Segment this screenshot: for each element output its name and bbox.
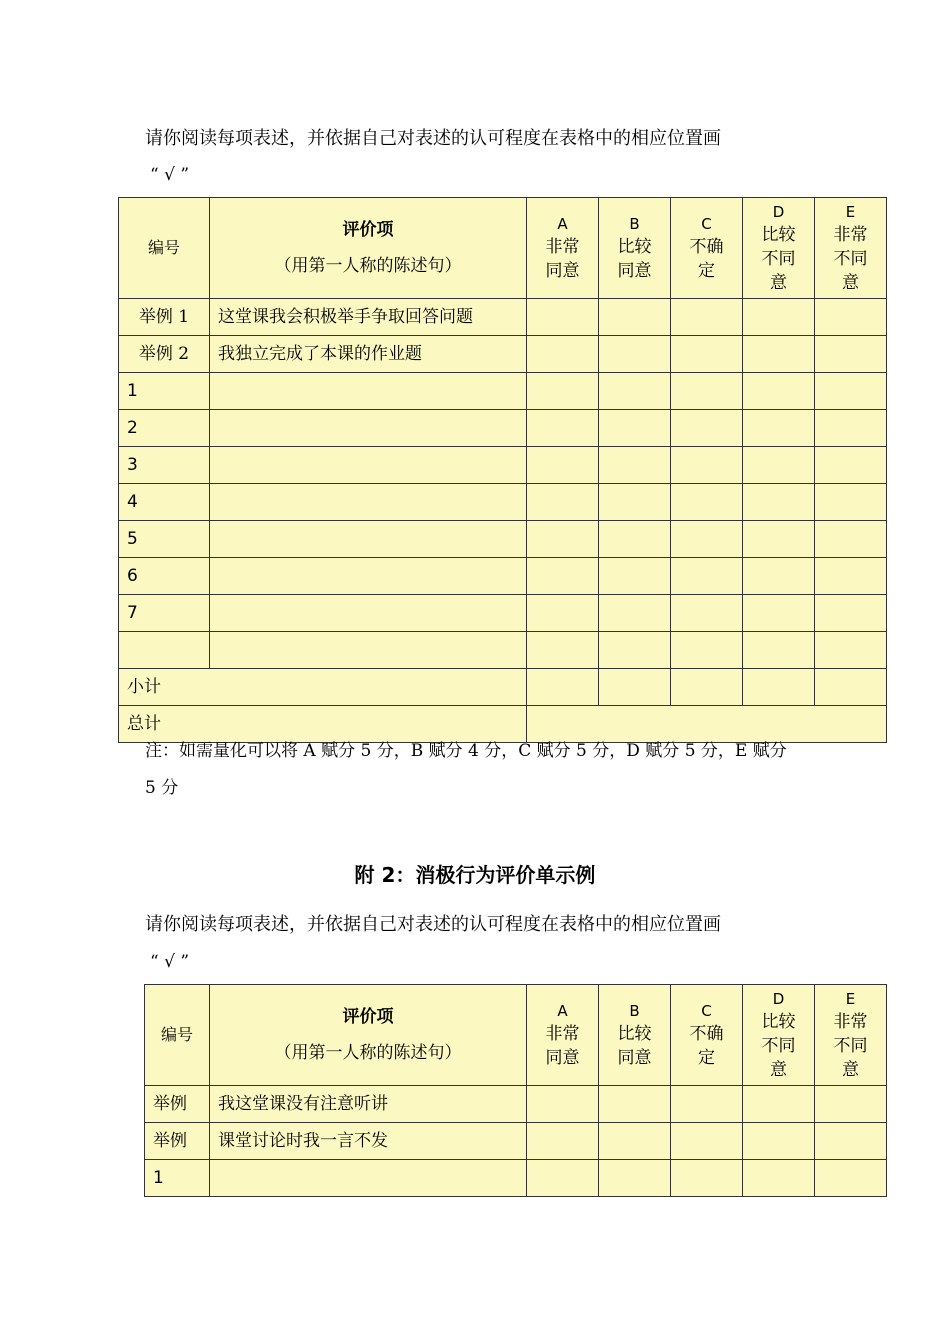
answer-cell-c[interactable] [671, 484, 743, 521]
answer-cell-c[interactable] [671, 595, 743, 632]
header-id: 编号 [145, 985, 210, 1086]
answer-cell-c[interactable] [671, 1086, 743, 1123]
row-item: 我独立完成了本课的作业题 [210, 336, 527, 373]
checkmark-quote: “ √ ” [150, 165, 190, 185]
answer-cell-e[interactable] [815, 447, 887, 484]
row-item: 这堂课我会积极举手争取回答问题 [210, 299, 527, 336]
header-choice-e: E 非常 不同 意 [815, 198, 887, 299]
header-choice-d: D 比较 不同 意 [743, 985, 815, 1086]
row-id: 7 [119, 595, 210, 632]
row-id: 4 [119, 484, 210, 521]
answer-cell-e[interactable] [815, 336, 887, 373]
table-row [145, 1086, 887, 1123]
answer-cell-d[interactable] [743, 447, 815, 484]
answer-cell-c[interactable] [671, 447, 743, 484]
answer-cell-d[interactable] [743, 1160, 815, 1197]
table-row [145, 1160, 887, 1197]
answer-cell-e[interactable] [815, 484, 887, 521]
row-item[interactable] [210, 447, 527, 484]
table-row [119, 410, 887, 447]
row-id: 2 [119, 410, 210, 447]
row-item[interactable] [210, 373, 527, 410]
answer-cell-b[interactable] [599, 299, 671, 336]
header-choice-a: A 非常 同意 [527, 985, 599, 1086]
table-row [119, 595, 887, 632]
answer-cell-a[interactable] [527, 1123, 599, 1160]
intro-text: 请你阅读每项表述，并依据自己对表述的认可程度在表格中的相应位置画 [145, 128, 721, 149]
answer-cell-c[interactable] [671, 373, 743, 410]
answer-cell-b[interactable] [599, 484, 671, 521]
answer-cell-a[interactable] [527, 595, 599, 632]
header-item: 评价项 （用第一人称的陈述句） [210, 198, 527, 299]
answer-cell-b[interactable] [599, 558, 671, 595]
answer-cell-c[interactable] [671, 299, 743, 336]
row-id: 举例 1 [119, 299, 210, 336]
subtotal-row [119, 669, 887, 706]
row-item[interactable] [210, 410, 527, 447]
answer-cell-a[interactable] [527, 336, 599, 373]
scoring-note: 注：如需量化可以将 A 赋分 5 分，B 赋分 4 分，C 赋分 5 分，D 赋分 5 分，E 赋分 [145, 741, 787, 761]
header-choice-a: A 非常 同意 [527, 198, 599, 299]
row-item[interactable] [210, 558, 527, 595]
table-row [119, 558, 887, 595]
row-id: 3 [119, 447, 210, 484]
row-id: 5 [119, 521, 210, 558]
subtotal-cell-e[interactable] [815, 669, 887, 706]
answer-cell-b[interactable] [599, 1123, 671, 1160]
table-row [119, 484, 887, 521]
answer-cell-a[interactable] [527, 484, 599, 521]
answer-cell-e[interactable] [815, 1086, 887, 1123]
answer-cell-c[interactable] [671, 632, 743, 669]
total-row [119, 706, 887, 743]
total-label: 总计 [119, 706, 527, 743]
row-item: 课堂讨论时我一言不发 [210, 1123, 527, 1160]
table-header-row [119, 198, 887, 299]
table-row [119, 521, 887, 558]
answer-cell-e[interactable] [815, 1160, 887, 1197]
row-item[interactable] [210, 484, 527, 521]
answer-cell-b[interactable] [599, 336, 671, 373]
table-row [119, 336, 887, 373]
answer-cell-a[interactable] [527, 447, 599, 484]
row-item: 我这堂课没有注意听讲 [210, 1086, 527, 1123]
row-id: 举例 [145, 1123, 210, 1160]
header-choice-b: B 比较 同意 [599, 985, 671, 1086]
header-item: 评价项 （用第一人称的陈述句） [210, 985, 527, 1086]
answer-cell-c[interactable] [671, 558, 743, 595]
subtotal-cell-d[interactable] [743, 669, 815, 706]
table-row [119, 299, 887, 336]
answer-cell-c[interactable] [671, 336, 743, 373]
answer-cell-a[interactable] [527, 632, 599, 669]
answer-cell-c[interactable] [671, 521, 743, 558]
answer-cell-e[interactable] [815, 558, 887, 595]
row-item[interactable] [210, 1160, 527, 1197]
answer-cell-c[interactable] [671, 1123, 743, 1160]
row-id: 6 [119, 558, 210, 595]
answer-cell-d[interactable] [743, 1086, 815, 1123]
row-id: 1 [145, 1160, 210, 1197]
header-choice-e: E 非常 不同 意 [815, 985, 887, 1086]
subtotal-cell-b[interactable] [599, 669, 671, 706]
answer-cell-b[interactable] [599, 595, 671, 632]
answer-cell-d[interactable] [743, 336, 815, 373]
table-header-row [145, 985, 887, 1086]
answer-cell-b[interactable] [599, 447, 671, 484]
table-row [145, 1123, 887, 1160]
answer-cell-d[interactable] [743, 595, 815, 632]
answer-cell-b[interactable] [599, 1086, 671, 1123]
table-row [119, 632, 887, 669]
row-id: 举例 [145, 1086, 210, 1123]
total-cell[interactable] [527, 706, 887, 743]
answer-cell-b[interactable] [599, 410, 671, 447]
answer-cell-a[interactable] [527, 521, 599, 558]
answer-cell-e[interactable] [815, 373, 887, 410]
checkmark-quote: “ √ ” [150, 952, 190, 972]
answer-cell-a[interactable] [527, 1160, 599, 1197]
table-row [119, 447, 887, 484]
section-title: 附 2：消极行为评价单示例 [354, 863, 596, 887]
row-id: 举例 2 [119, 336, 210, 373]
row-item[interactable] [210, 632, 527, 669]
answer-cell-c[interactable] [671, 1160, 743, 1197]
answer-cell-d[interactable] [743, 299, 815, 336]
table-row [119, 373, 887, 410]
row-item[interactable] [210, 595, 527, 632]
header-id: 编号 [119, 198, 210, 299]
answer-cell-d[interactable] [743, 410, 815, 447]
evaluation-table-negative [144, 984, 887, 1197]
subtotal-cell-c[interactable] [671, 669, 743, 706]
answer-cell-a[interactable] [527, 1086, 599, 1123]
answer-cell-e[interactable] [815, 521, 887, 558]
answer-cell-a[interactable] [527, 558, 599, 595]
answer-cell-d[interactable] [743, 484, 815, 521]
header-choice-c: C 不确 定 [671, 985, 743, 1086]
answer-cell-b[interactable] [599, 632, 671, 669]
answer-cell-e[interactable] [815, 632, 887, 669]
header-choice-d: D 比较 不同 意 [743, 198, 815, 299]
answer-cell-d[interactable] [743, 521, 815, 558]
subtotal-label: 小计 [119, 669, 527, 706]
answer-cell-a[interactable] [527, 299, 599, 336]
answer-cell-e[interactable] [815, 1123, 887, 1160]
answer-cell-d[interactable] [743, 1123, 815, 1160]
answer-cell-a[interactable] [527, 410, 599, 447]
scoring-note-continued: 5 分 [145, 778, 179, 798]
row-id: 1 [119, 373, 210, 410]
subtotal-cell-a[interactable] [527, 669, 599, 706]
answer-cell-c[interactable] [671, 410, 743, 447]
answer-cell-b[interactable] [599, 521, 671, 558]
answer-cell-d[interactable] [743, 632, 815, 669]
answer-cell-e[interactable] [815, 410, 887, 447]
answer-cell-d[interactable] [743, 373, 815, 410]
row-item[interactable] [210, 521, 527, 558]
answer-cell-e[interactable] [815, 299, 887, 336]
header-choice-c: C 不确 定 [671, 198, 743, 299]
answer-cell-b[interactable] [599, 373, 671, 410]
answer-cell-a[interactable] [527, 373, 599, 410]
answer-cell-e[interactable] [815, 595, 887, 632]
intro-text: 请你阅读每项表述，并依据自己对表述的认可程度在表格中的相应位置画 [145, 914, 721, 935]
answer-cell-d[interactable] [743, 558, 815, 595]
evaluation-table-positive [118, 197, 887, 743]
row-id [119, 632, 210, 669]
answer-cell-b[interactable] [599, 1160, 671, 1197]
header-choice-b: B 比较 同意 [599, 198, 671, 299]
